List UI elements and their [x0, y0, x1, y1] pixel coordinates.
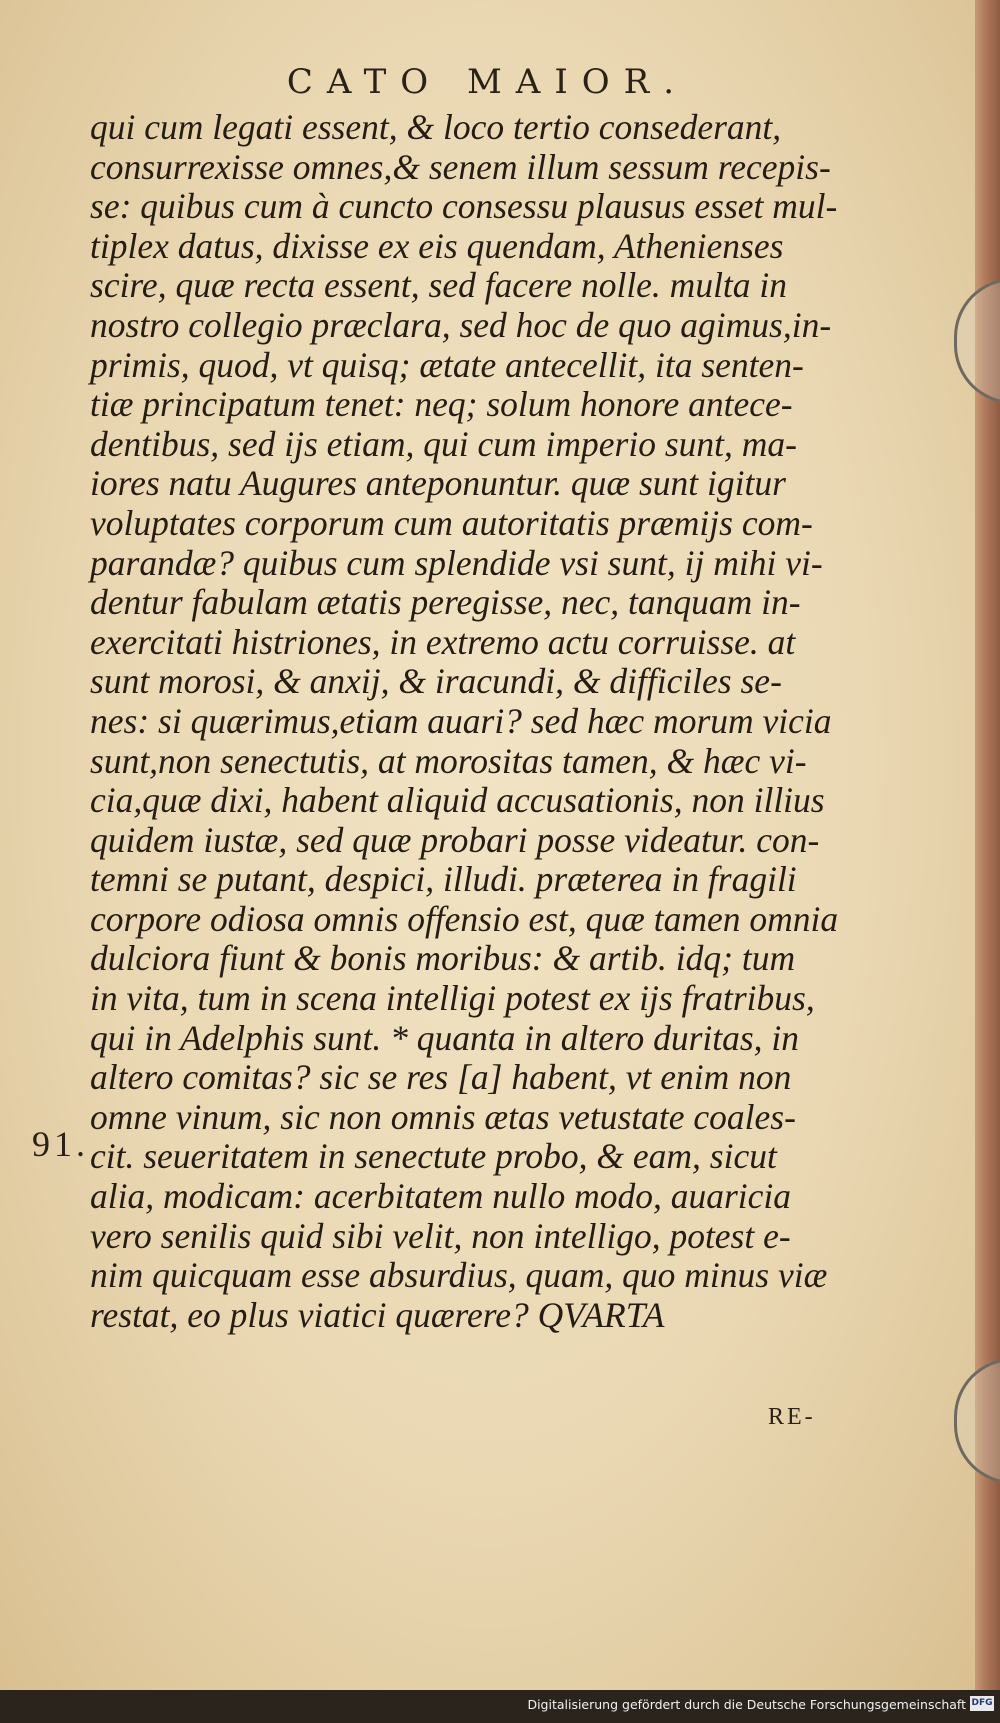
text-line: qui cum legati essent, & loco tertio consederant,: [90, 107, 782, 147]
text-line: alia, modicam: acerbitatem nullo modo, auaricia: [90, 1176, 792, 1217]
text-line: nim quicquam esse absurdius, quam, quo minus viæ: [90, 1255, 828, 1296]
text-line: cia,quæ dixi, habent aliquid accusationis, non illius: [90, 780, 825, 821]
text-line: sunt morosi, & anxij, & iracundi, & difficiles se-: [90, 661, 782, 702]
text-line: iores natu Augures anteponuntur. quæ sunt igitur: [90, 463, 786, 504]
text-line: scire, quæ recta essent, sed facere nolle. multa in: [90, 265, 788, 306]
text-line: cit. seueritatem in senectute probo, & eam, sicut: [90, 1136, 777, 1177]
text-line: primis, quod, vt quisq; ætate antecellit, ita senten-: [90, 344, 804, 385]
text-line: parandæ? quibus cum splendide vsi sunt, ij mihi vi-: [90, 542, 823, 583]
body-text: [90, 108, 850, 1335]
text-line: nostro collegio præclara, sed hoc de quo agimus,in-: [90, 304, 832, 345]
text-line: qui in Adelphis sunt. * quanta in altero duritas, in: [90, 1017, 800, 1058]
text-line: nes: si quærimus,etiam auari? sed hæc morum vicia: [90, 700, 832, 741]
text-line: in vita, tum in scena intelligi potest ex ijs fratribus,: [90, 978, 815, 1019]
text-line: tiplex datus, dixisse ex eis quendam, Athenienses: [90, 225, 784, 266]
text-line: dentur fabulam ætatis peregisse, nec, tanquam in-: [90, 582, 801, 623]
text-line: exercitati histriones, in extremo actu corruisse. at: [90, 621, 796, 662]
text-line: temni se putant, despici, illudi. præterea in fragili: [90, 859, 797, 900]
text-line: dentibus, sed ijs etiam, qui cum imperio sunt, ma-: [90, 423, 797, 464]
text-line: voluptates corporum cum autoritatis præmijs com-: [90, 502, 813, 543]
text-line: consurrexisse omnes,& senem illum sessum recepis-: [90, 146, 831, 187]
text-line: sunt,non senectutis, at morositas tamen, & hæc vi-: [90, 740, 807, 781]
text-line: altero comitas? sic se res [a] habent, vt enim non: [90, 1057, 792, 1098]
margin-number: 91.: [32, 1124, 89, 1164]
text-line: restat, eo plus viatici quærere? QVARTA: [90, 1294, 665, 1335]
dfg-logo: DFG: [970, 1696, 994, 1711]
footer-credit: Digitalisierung gefördert durch die Deutsche Forschungsgemeinschaft: [527, 1697, 966, 1712]
text-line: quidem iustæ, sed quæ probari posse videatur. con-: [90, 819, 820, 860]
text-line: corpore odiosa omnis offensio est, quæ tamen omnia: [90, 898, 839, 939]
text-line: tiæ principatum tenet: neq; solum honore antece-: [90, 384, 793, 425]
text-line: vero senilis quid sibi velit, non intelligo, potest e-: [90, 1215, 791, 1256]
running-head: CATO MAIOR.: [286, 62, 689, 102]
text-line: dulciora fiunt & bonis moribus: & artib. idq; tum: [90, 938, 796, 979]
text-line: omne vinum, sic non omnis ætas vetustate coales-: [90, 1096, 796, 1137]
text-line: se: quibus cum à cuncto consessu plausus esset mul-: [90, 186, 838, 227]
catchword: RE-: [768, 1404, 816, 1430]
